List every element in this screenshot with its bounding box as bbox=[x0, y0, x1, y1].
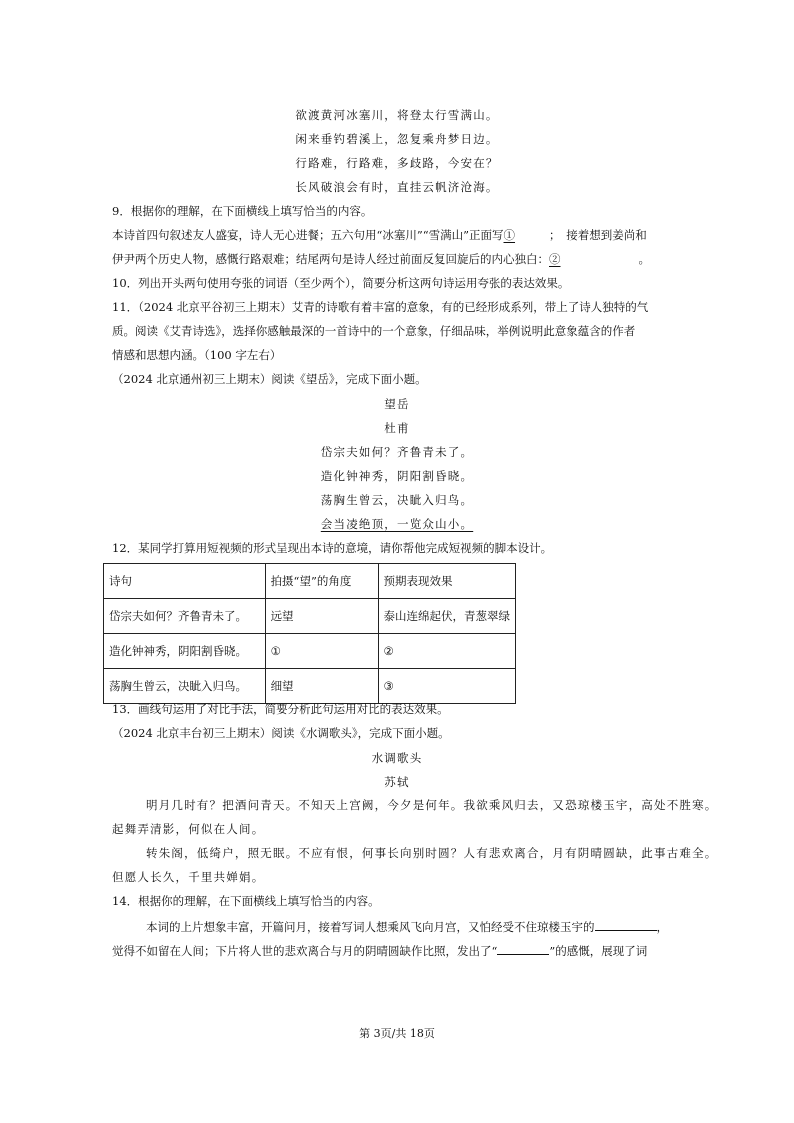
table-cell: 荡胸生曾云，决眦入归鸟。 bbox=[104, 669, 266, 704]
poem1-line-2: 闲来垂钓碧溪上，忽复乘舟梦日边。 bbox=[295, 132, 499, 146]
table-cell: 细望 bbox=[265, 669, 378, 704]
q9-blank-2-mark: ② bbox=[549, 252, 561, 266]
q12: 12．某同学打算用短视频的形式呈现出本诗的意境，请你帮他完成短视频的脚本设计。 bbox=[112, 541, 553, 555]
table-row bbox=[104, 669, 516, 704]
q14-line-2 bbox=[112, 942, 647, 959]
q14-title: 14．根据你的理解，在下面横线上填写恰当的内容。 bbox=[112, 894, 380, 908]
poem1-line-1: 欲渡黄河冰塞川，将登太行雪满山。 bbox=[295, 108, 499, 122]
wangyue-line-4-underlined bbox=[0, 516, 794, 532]
wangyue-line-3: 荡胸生曾云，决眦入归鸟。 bbox=[320, 493, 474, 507]
table-cell-answer[interactable]: ③ bbox=[378, 669, 516, 704]
wangyue-title: 望岳 bbox=[384, 397, 410, 411]
intro-shuidiao: （2024 北京丰台初三上期末）阅读《水调歌头》，完成下面小题。 bbox=[112, 726, 450, 740]
table-header-cell: 诗句 bbox=[104, 564, 266, 599]
q9-blank-1-mark: ① bbox=[503, 228, 516, 242]
shuidiao-para1-line1: 明月几时有？把酒问青天。不知天上宫阙，今夕是何年。我欲乘风归去，又恐琼楼玉宇，高处不胜寒。 bbox=[146, 798, 718, 812]
q9-text-c: 伊尹两个历史人物，感慨行路艰难；结尾两句是诗人经过前面反复回旋后的内心独白： bbox=[112, 252, 549, 266]
q9-line-1 bbox=[112, 227, 647, 243]
q14-blank-1[interactable] bbox=[595, 918, 657, 931]
table-cell: 泰山连绵起伏，青葱翠绿 bbox=[378, 599, 516, 634]
wangyue-line-1: 岱宗夫如何？齐鲁青未了。 bbox=[320, 445, 474, 459]
intro-wangyue: （2024 北京通州初三上期末）阅读《望岳》，完成下面小题。 bbox=[112, 372, 427, 386]
q9-blank-2[interactable] bbox=[549, 252, 639, 266]
shuidiao-para2-line1: 转朱阁，低绮户，照无眠。不应有恨，何事长向别时圆？人有悲欢离合，月有阴晴圆缺，此事古难全。 bbox=[146, 846, 718, 860]
q11-line-1: 11．（2024 北京平谷初三上期末）艾青的诗歌有着丰富的意象，有的已经形成系列，带上了诗人独特的气 bbox=[112, 300, 649, 314]
table-row bbox=[104, 634, 516, 669]
q9-title: 9．根据你的理解，在下面横线上填写恰当的内容。 bbox=[112, 204, 373, 218]
q14-text-b: ， bbox=[656, 920, 668, 934]
table-cell: 远望 bbox=[265, 599, 378, 634]
q9-text-b: ； 接着想到姜尚和 bbox=[549, 228, 647, 242]
shuidiao-author: 苏轼 bbox=[384, 775, 410, 789]
script-table bbox=[103, 563, 516, 704]
q14-text-d: ”的感慨，展现了词 bbox=[549, 944, 648, 958]
table-cell-answer[interactable]: ① bbox=[265, 634, 378, 669]
table-cell: 岱宗夫如何？齐鲁青未了。 bbox=[104, 599, 266, 634]
shuidiao-title: 水调歌头 bbox=[371, 751, 423, 765]
poem1-line-4: 长风破浪会有时，直挂云帆济沧海。 bbox=[295, 180, 499, 194]
q14-line-1 bbox=[146, 918, 668, 935]
q9-line-2 bbox=[112, 251, 650, 267]
wangyue-line-2: 造化钟神秀，阴阳割昏晓。 bbox=[320, 469, 474, 483]
page-footer: 第 3页/共 18页 bbox=[359, 1027, 435, 1040]
q14-text-c: 觉得不如留在人间；下片将人世的悲欢离合与月的阴晴圆缺作比照，发出了“ bbox=[112, 944, 498, 958]
table-cell-answer[interactable]: ② bbox=[378, 634, 516, 669]
shuidiao-para1-line2: 起舞弄清影，何似在人间。 bbox=[112, 822, 265, 836]
q11-line-2: 质。阅读《艾青诗选》，选择你感触最深的一首诗中的一个意象，仔细品味，举例说明此意象蕴含的作者 bbox=[112, 324, 636, 338]
q9-text-a: 本诗首四句叙述友人盛宴，诗人无心进餐；五六句用“冰塞川”“雪满山”正面写 bbox=[112, 228, 504, 242]
q14-text-a: 本词的上片想象丰富，开篇问月，接着写词人想乘风飞向月宫，又怕经受不住琼楼玉宇的 bbox=[146, 920, 595, 934]
q9-blank-1[interactable] bbox=[504, 228, 550, 242]
wangyue-author: 杜甫 bbox=[384, 421, 410, 435]
table-cell: 造化钟神秀，阴阳割昏晓。 bbox=[104, 634, 266, 669]
table-row bbox=[104, 599, 516, 634]
poem1-line-3: 行路难，行路难，多歧路，今安在？ bbox=[295, 156, 499, 170]
q10: 10．列出开头两句使用夸张的词语（至少两个），简要分析这两句诗运用夸张的表达效果。 bbox=[112, 276, 570, 290]
q13: 13．画线句运用了对比手法，简要分析此句运用对比的表达效果。 bbox=[112, 702, 449, 716]
table-header-row bbox=[104, 564, 516, 599]
q9-text-d: 。 bbox=[638, 252, 650, 266]
q11-line-3: 情感和思想内涵。（100 字左右） bbox=[112, 348, 282, 362]
wangyue-line-4-text: 会当凌绝顶，一览众山小。 bbox=[320, 517, 474, 531]
table-header-cell: 拍摄“望”的角度 bbox=[265, 564, 378, 599]
shuidiao-para2-line2: 但愿人长久，千里共婵娟。 bbox=[112, 870, 265, 884]
q14-blank-2[interactable] bbox=[497, 942, 549, 955]
table-header-cell: 预期表现效果 bbox=[378, 564, 516, 599]
